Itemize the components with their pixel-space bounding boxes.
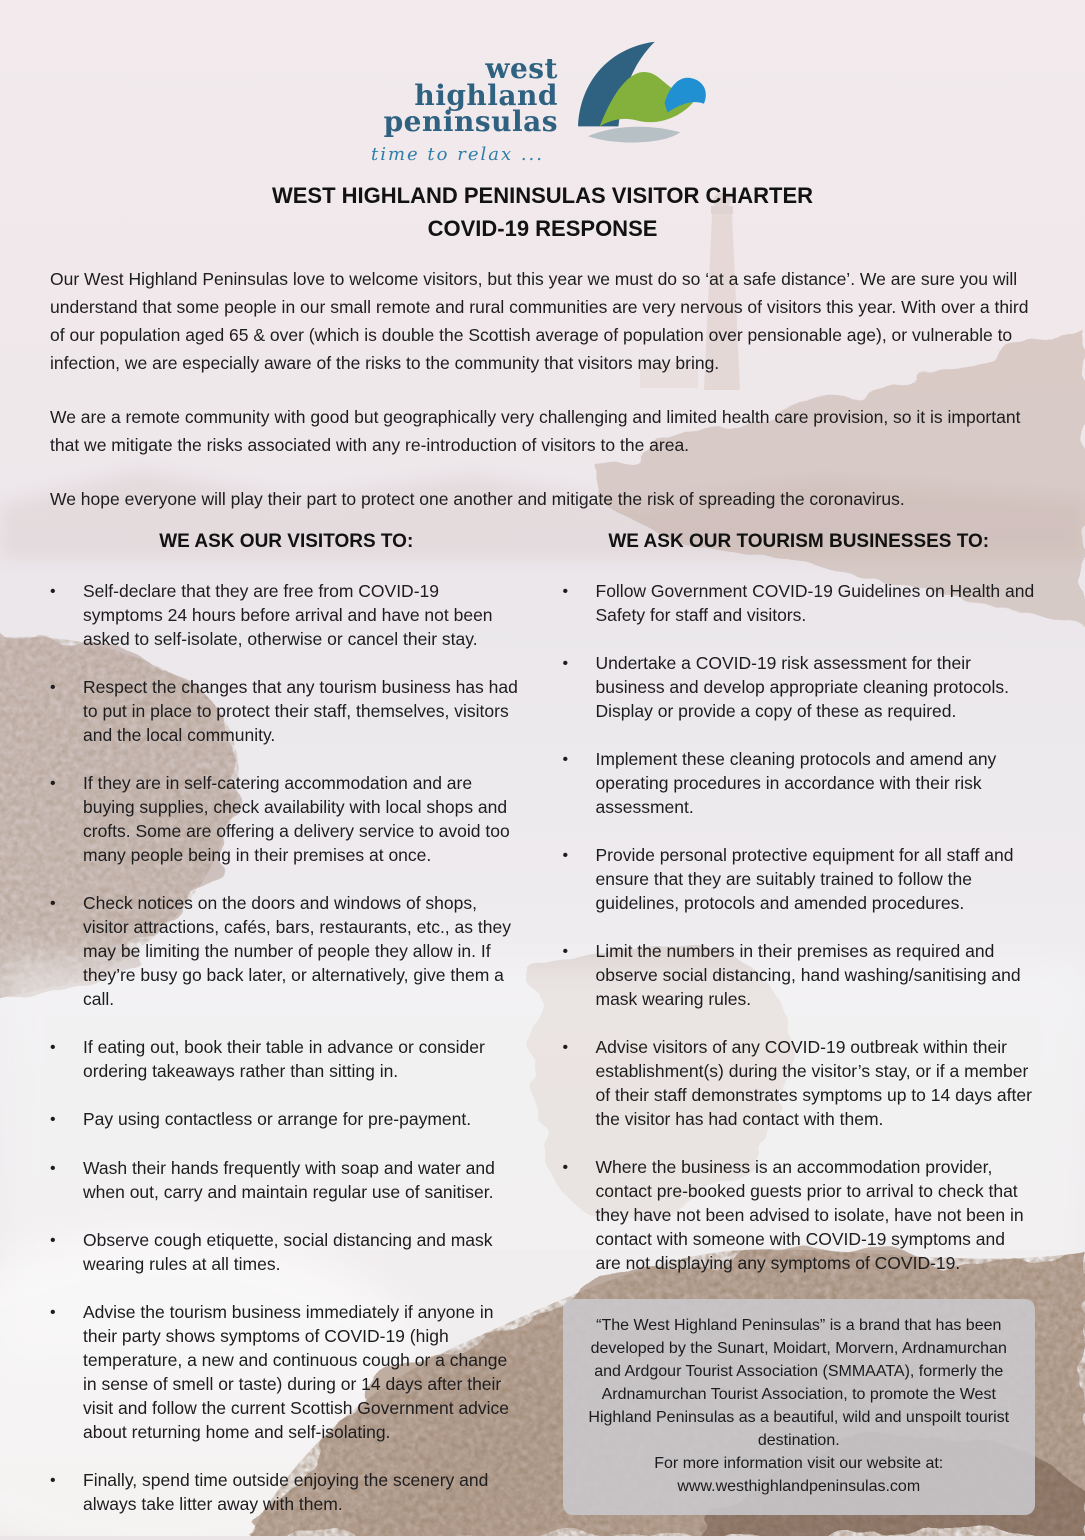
website-url: www.westhighlandpeninsulas.com	[677, 1477, 921, 1495]
bullet-icon: •	[562, 942, 569, 960]
visitors-column	[50, 531, 523, 1540]
list-item	[50, 675, 523, 747]
bullet-text: Undertake a COVID-19 risk assessment for their business and develop appropriate cleaning protocols. Display or provide a copy of these as required.	[595, 652, 1009, 721]
bullet-icon: •	[50, 1231, 56, 1249]
logo-text-block	[371, 30, 558, 165]
bullet-text: Check notices on the doors and windows of shops, visitor attractions, cafés, bars, restaurants, etc., as they may be limiting the number of people they allow in. If they’re busy go back later, or alternatively, give them a call.	[83, 892, 511, 1009]
businesses-list	[563, 579, 1036, 1275]
bullet-icon: •	[562, 1038, 569, 1056]
brand-info-box	[563, 1299, 1036, 1515]
bullet-icon: •	[50, 1159, 56, 1177]
bullet-text: Follow Government COVID-19 Guidelines on Health and Safety for staff and visitors.	[595, 580, 1035, 625]
bullet-icon: •	[562, 654, 569, 672]
list-item	[563, 1035, 1036, 1131]
bullet-text: Self-declare that they are free from COVID-19 symptoms 24 hours before arrival and have not been asked to self-isolate, otherwise or cancel their stay.	[83, 580, 493, 649]
bullet-icon: •	[50, 1038, 56, 1056]
bullet-icon: •	[50, 774, 56, 792]
bullet-text: Finally, spend time outside enjoying the scenery and always take litter away with them.	[83, 1469, 489, 1514]
intro-paragraph: We are a remote community with good but geographically very challenging and limited health care provision, so it is important that we mitigate the risks associated with any re-introduction of visitors to the area.	[50, 406, 1021, 455]
bullet-text: If they are in self-catering accommodation and are buying supplies, check availability with local shops and crofts. Some are offering a delivery service to avoid too many people being in their premises at once.	[83, 772, 510, 865]
intro-paragraph: We hope everyone will play their part to protect one another and mitigate the risk of spreading the coronavirus.	[50, 488, 905, 509]
brand-info-text: “The West Highland Peninsulas” is a brand that has been developed by the Sunart, Moidart, Morvern, Ardnamurchan and Ardgour Tourist Association (SMMAATA), formerly the Ardnamurchan Tourist Association, to promote the West Highland Peninsulas as a beautiful, wild and unspoilt tourist destination.	[588, 1316, 1010, 1449]
bullet-icon: •	[562, 1158, 569, 1176]
list-item	[563, 579, 1036, 627]
list-item	[50, 1468, 523, 1516]
bullet-text: Limit the numbers in their premises as required and observe social distancing, hand washing/sanitising and mask wearing rules.	[595, 940, 1021, 1009]
bullet-text: Pay using contactless or arrange for pre-payment.	[83, 1108, 472, 1129]
businesses-column	[563, 531, 1036, 1540]
bullet-icon: •	[50, 1471, 56, 1489]
logo-tagline: time to relax ...	[370, 143, 544, 165]
page-title-line2: COVID-19 RESPONSE	[427, 215, 658, 241]
list-item	[50, 579, 523, 651]
logo-wordmark	[383, 52, 558, 139]
bullet-icon: •	[562, 846, 569, 864]
list-item	[50, 1300, 523, 1444]
list-item	[563, 1155, 1036, 1275]
businesses-heading: WE ASK OUR TOURISM BUSINESSES TO:	[608, 530, 990, 552]
list-item	[50, 891, 523, 1011]
bullet-text: Where the business is an accommodation provider, contact pre-booked guests prior to arrival to check that they have not been advised to isolate, have not been in contact with someone with COVID-19 symptoms and are not displaying any symptoms of COVID-19.	[595, 1156, 1024, 1273]
list-item	[50, 1035, 523, 1083]
bullet-text: Provide personal protective equipment for all staff and ensure that they are suitably trained to follow the guidelines, protocols and amended procedures.	[595, 844, 1014, 913]
page-title	[50, 179, 1035, 245]
intro-paragraph: Our West Highland Peninsulas love to welcome visitors, but this year we must do so ‘at a safe distance’. We are sure you will understand that some people in our small remote and rural communities are very nervous of visitors this year. With over a third of our population aged 65 & over (which is double the Scottish average of population over pensionable age), or vulnerable to infection, we are especially aware of the risks to the community that visitors may bring.	[50, 268, 1029, 373]
list-item	[50, 1228, 523, 1276]
brand-info-more: For more information visit our website at:	[654, 1454, 944, 1472]
logo	[50, 30, 1035, 165]
bullet-text: Respect the changes that any tourism business has had to put in place to protect their staff, themselves, visitors and the local community.	[83, 676, 518, 745]
logo-word-highland: highland	[414, 78, 558, 112]
list-item	[563, 939, 1036, 1011]
bullet-icon: •	[50, 1110, 56, 1128]
page-title-line1: WEST HIGHLAND PENINSULAS VISITOR CHARTER	[271, 182, 814, 208]
bullet-text: Wash their hands frequently with soap and water and when out, carry and maintain regular use of sanitiser.	[83, 1157, 495, 1202]
bullet-text: If eating out, book their table in advance or consider ordering takeaways rather than sitting in.	[83, 1036, 485, 1081]
list-item	[50, 1107, 523, 1132]
list-item	[563, 747, 1036, 819]
visitors-heading: WE ASK OUR VISITORS TO:	[159, 530, 414, 552]
bullet-icon: •	[562, 750, 569, 768]
mountain-wave-icon	[566, 30, 714, 148]
bullet-icon: •	[50, 894, 56, 912]
logo-word-peninsulas: peninsulas	[383, 105, 558, 139]
bullet-text: Implement these cleaning protocols and amend any operating procedures in accordance with their risk assessment.	[595, 748, 997, 817]
bullet-text: Advise visitors of any COVID-19 outbreak within their establishment(s) during the visitor’s stay, or if a member of their staff demonstrates symptoms up to 14 days after the visitor has had contact with them.	[595, 1036, 1032, 1129]
list-item	[563, 651, 1036, 723]
list-item	[563, 843, 1036, 915]
bullet-text: Observe cough etiquette, social distancing and mask wearing rules at all times.	[83, 1229, 493, 1274]
bullet-icon: •	[50, 1303, 56, 1321]
bullet-text: Advise the tourism business immediately if anyone in their party shows symptoms of COVID-19 (high temperature, a new and continuous cough or a change in sense of smell or taste) during or 14 days after their visit and follow the current Scottish Government advice about returning home and self-isolating.	[83, 1301, 510, 1442]
intro-section	[50, 265, 1035, 513]
logo-word-west: west	[485, 52, 558, 85]
list-item	[50, 771, 523, 867]
list-item	[50, 1156, 523, 1204]
visitors-list	[50, 579, 523, 1516]
bullet-icon: •	[50, 678, 56, 696]
bullet-icon: •	[50, 582, 56, 600]
bullet-icon: •	[562, 582, 569, 600]
two-column-section	[50, 531, 1035, 1540]
